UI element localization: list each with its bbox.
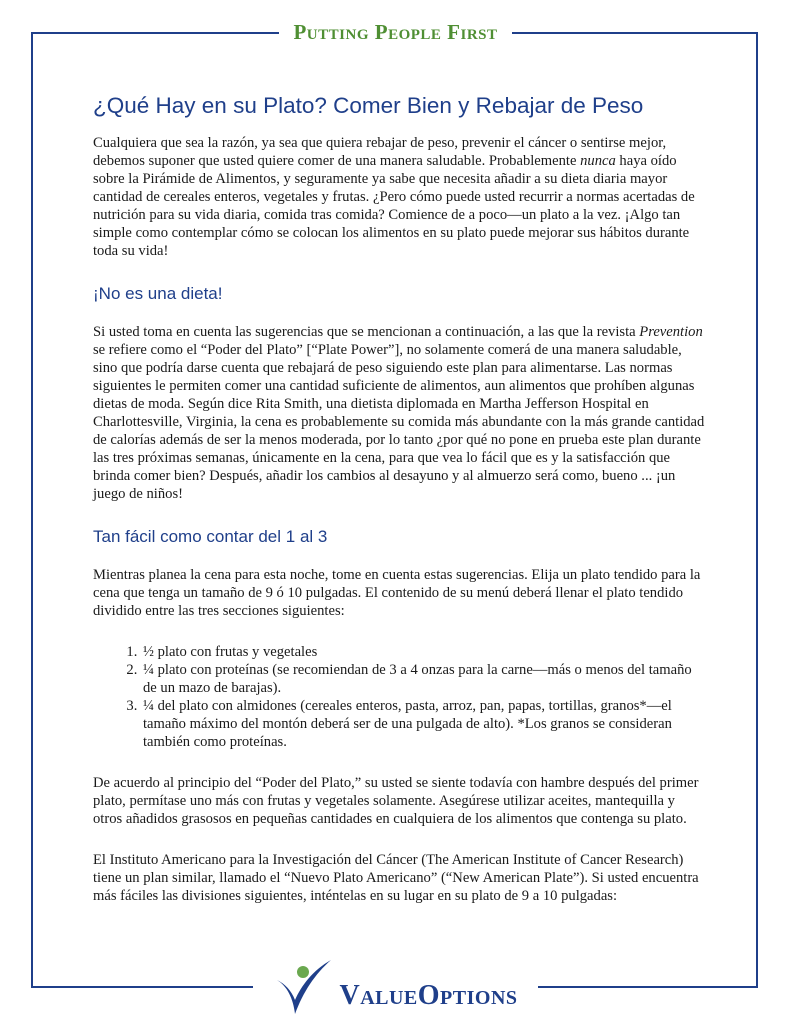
header-title: Putting People First: [279, 19, 511, 45]
intro-emphasis: nunca: [580, 153, 616, 169]
list-item: 3. ¼ del plato con almidones (cereales enteros, pasta, arroz, pan, papas, tortillas, granos*—el tamaño máximo del montón deberá ser de una pulgada de alto). *Los granos se consideran también como proteínas.: [141, 697, 705, 751]
section2-paragraph-1: Mientras planea la cena para esta noche, tome en cuenta estas sugerencias. Elija un plato tendido para la cena que tenga un tamaño de 9 ó 10 pulgadas. El contenido de su menú deberá llenar el plato tendido dividido entre las tres secciones siguientes:: [93, 567, 701, 619]
article-body: [93, 92, 705, 928]
section2-paragraph-3: El Instituto Americano para la Investigación del Cáncer (The American Institute of Cancer Research) tiene un plan similar, llamado el “Nuevo Plato Americano” (“New American Plate”). Si usted encuentra más fáciles las divisiones siguientes, inténtelas en su lugar en su plato de 9 a 10 pulgadas:: [93, 852, 699, 904]
page-footer: [0, 952, 791, 1022]
article-title: ¿Qué Hay en su Plato? Comer Bien y Rebajar de Peso: [93, 93, 644, 118]
section2-paragraph-2: De acuerdo al principio del “Poder del Plato,” su usted se siente todavía con hambre después del primer plato, permítase uno más con frutas y vegetales solamente. Asegúrese utilizar aceites, mantequilla y otros añadidos grasosos en pequeñas cantidades en cualquiera de los alimentos que contenga su plato.: [93, 775, 699, 827]
section-heading-easy-count: Tan fácil como contar del 1 al 3: [93, 527, 328, 546]
magazine-name: Prevention: [639, 324, 703, 340]
plate-sections-list: [93, 643, 705, 751]
logo-text: ValueOptions: [339, 980, 518, 1011]
section1-text-end: se refiere como el “Poder del Plato” [“Plate Power”], no solamente comerá de una manera saludable, sino que podría darse cuenta que rebajará de peso siguiendo este plan para alimentarse. Las normas siguientes le permiten comer una cantidad suficiente de alimentos, aun alimentos que prohíben algunas dietas de moda. Según dice Rita Smith, una dietista diplomada en Martha Jefferson Hospital en Charlottesville, Virginia, la cena es probablemente su comida más abundante con la más grande cantidad de calorías además de ser la menos moderada, por lo tanto ¿por qué no pone en prueba este plan durante las tres próximas semanas, únicamente en la cena, para que vea lo fácil que es y la satisfacción que brinda comer bien? Después, añadir los cambios al desayuno y al almuerzo será como, bueno ... ¡un juego de niños!: [93, 342, 705, 502]
section1-paragraph: [93, 323, 705, 503]
page-header: [0, 19, 791, 45]
section1-text-start: Si usted toma en cuenta las sugerencias que se mencionan a continuación, a las que la revista: [93, 324, 640, 340]
intro-text-end: haya oído sobre la Pirámide de Alimentos, y seguramente ya sabe que necesita añadir a su dieta diaria mayor cantidad de cereales enteros, vegetales y frutas. ¿Pero cómo puede usted recurrir a normas acertadas de nutrición para su vida diaria, comida tras comida? Comience de a poco—un plato a la vez. ¡Algo tan simple como contemplar cómo se colocan los alimentos en su plato puede mejorar sus hábitos durante toda su vida!: [93, 153, 695, 259]
list-item: 2. ¼ plato con proteínas (se recomiendan de 3 a 4 onzas para la carne—más o menos del tamaño de un mazo de barajas).: [141, 661, 705, 697]
intro-paragraph: [93, 134, 705, 260]
list-item: 1. ½ plato con frutas y vegetales: [141, 643, 705, 661]
section-heading-no-diet: ¡No es una dieta!: [93, 284, 223, 303]
intro-text-start: Cualquiera que sea la razón, ya sea que quiera rebajar de peso, prevenir el cáncer o sentirse mejor, debemos suponer que usted quiere comer de una manera saludable. Probablemente: [93, 135, 667, 169]
valueoptions-logo-icon: [273, 956, 335, 1018]
company-logo: [253, 952, 537, 1022]
